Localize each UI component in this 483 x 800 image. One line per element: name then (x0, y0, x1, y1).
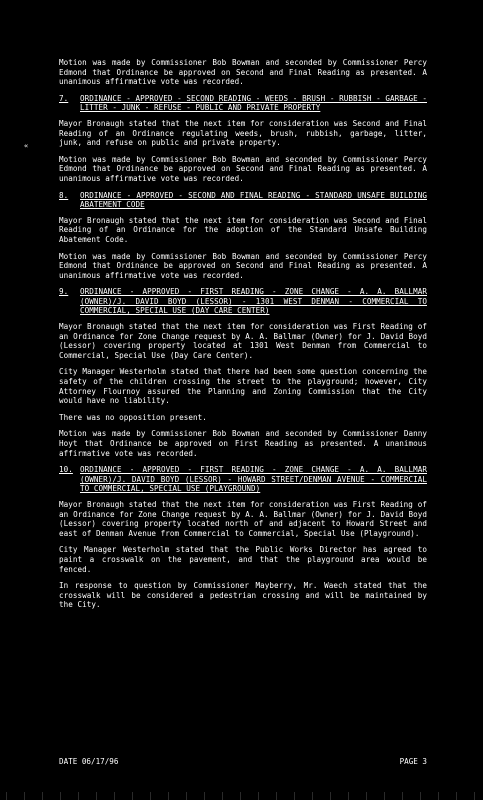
paragraph-item9-opposition: There was no opposition present. (59, 412, 207, 422)
paragraph-item7-motion: Motion was made by Commissioner Bob Bowman and seconded by Commissioner Percy Edmond that Ordinance be approved on Second and Final Reading as presented. A unanimous affirmative vote was recorded. (59, 154, 427, 183)
agenda-item-10 (59, 465, 427, 494)
paragraph-item9-city-manager: City Manager Westerholm stated that there had been some question concerning the safety of the children crossing the street to the playground; however, City Attorney Flournoy assured the Planning and Zoning Commission that the City would have no liability. (59, 367, 427, 406)
paragraph-item10-response: In response to question by Commissioner Mayberry, Mr. Waech stated that the crosswalk will be considered a pedestrian crossing and will be maintained by the City. (59, 581, 427, 610)
paragraph-item9-statement: Mayor Bronaugh stated that the next item for consideration was First Reading of an Ordinance for Zone Change request by A. A. Ballmar (Owner) for J. David Boyd (Lessor) covering property located at 1301 West Denman from Commercial to Commercial, Special Use (Day Care Center). (59, 322, 427, 360)
agenda-item-9 (59, 287, 427, 316)
paragraph-item9-motion: Motion was made by Commissioner Bob Bowman and seconded by Commissioner Danny Hoyt that Ordinance be approved on First Reading as presented. A unanimous affirmative vote was recorded. (59, 429, 427, 458)
agenda-item-number: 10. (59, 465, 73, 475)
agenda-item-8 (59, 191, 427, 210)
paragraph-item10-city-manager: City Manager Westerholm stated that the Public Works Director has agreed to paint a crosswalk on the pavement, and that the playground area would be fenced. (59, 545, 427, 574)
footer-date: DATE 06/17/96 (59, 757, 119, 766)
agenda-item-number: 8. (59, 190, 69, 200)
paragraph-item7-statement: Mayor Bronaugh stated that the next item for consideration was Second and Final Reading of an Ordinance regulating weeds, brush, rubbish, garbage, litter, junk, and refuse on public and private property. (59, 118, 427, 148)
minutes-page-body (59, 58, 427, 617)
agenda-item-number: 9. (59, 287, 69, 297)
paragraph-item10-statement: Mayor Bronaugh stated that the next item for consideration was First Reading of an Ordinance for Zone Change request by A. A. Ballmar (Owner) for J. David Boyd (Lessor) covering property located north of and adjacent to Howard Street and east of Denman Avenue from Commercial to Commercial, Special Use (Playground). (59, 499, 427, 538)
agenda-item-title: ORDINANCE - APPROVED - SECOND READING - WEEDS - BRUSH - RUBBISH - GARBAGE - LITTER - JUNK - REFUSE - PUBLIC AND PRIVATE PROPERTY (80, 93, 427, 113)
agenda-item-7 (59, 94, 427, 113)
footer-page-number: PAGE 3 (399, 757, 427, 766)
margin-mark: « (24, 142, 29, 150)
paragraph-motion-1: Motion was made by Commissioner Bob Bowman and seconded by Commissioner Percy Edmond that Ordinance be approved on Second and Final Reading as presented. A unanimous affirmative vote was recorded. (59, 58, 427, 87)
agenda-item-title: ORDINANCE - APPROVED - FIRST READING - ZONE CHANGE - A. A. BALLMAR (OWNER)/J. DAVID BOYD (LESSOR) - HOWARD STREET/DENMAN AVENUE - COMMERCIAL TO COMMERCIAL, SPECIAL USE (PLAYGROUND) (80, 465, 427, 494)
paragraph-item8-motion: Motion was made by Commissioner Bob Bowman and seconded by Commissioner Percy Edmond that Ordinance be approved on Second and Final Reading as presented. A unanimous affirmative vote was recorded. (59, 251, 427, 280)
agenda-item-number: 7. (59, 93, 69, 103)
paragraph-item8-statement: Mayor Bronaugh stated that the next item for consideration was Second and Final Reading of an Ordinance for the adoption of the Standard Unsafe Building Abatement Code. (59, 215, 427, 244)
scan-edge-noise (0, 792, 483, 800)
agenda-item-title: ORDINANCE - APPROVED - FIRST READING - ZONE CHANGE - A. A. BALLMAR (OWNER)/J. DAVID BOYD (LESSOR) - 1301 WEST DENMAN - COMMERCIAL TO COMMERCIAL, SPECIAL USE (DAY CARE CENTER) (80, 287, 427, 316)
page-footer (59, 757, 427, 766)
agenda-item-title: ORDINANCE - APPROVED - SECOND AND FINAL READING - STANDARD UNSAFE BUILDING ABATEMENT CODE (80, 190, 427, 210)
